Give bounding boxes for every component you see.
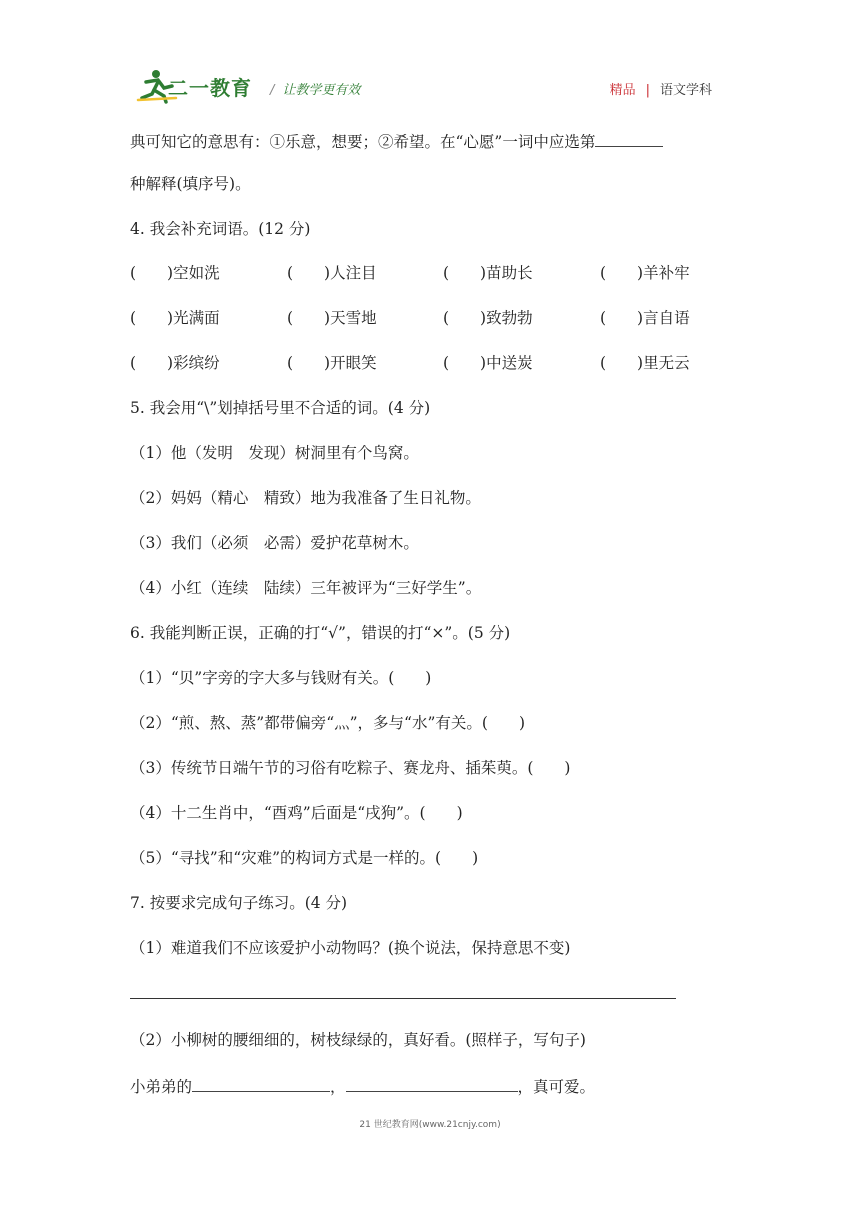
q6-item[interactable]: （5）“寻找”和“灾难”的构词方式是一样的。( ) (130, 849, 479, 867)
q4-idiom[interactable]: ( )致勃勃 (443, 309, 533, 327)
q4-title: 4. 我会补充词语。(12 分) (130, 220, 311, 238)
q5-item[interactable]: （4）小红（连续 陆续）三年被评为“三好学生”。 (130, 579, 482, 597)
subject-label: 语文学科 (659, 83, 712, 98)
q4-idiom[interactable]: ( )光满面 (130, 309, 220, 327)
tag-divider: | (645, 83, 650, 98)
subject-tag (610, 79, 712, 98)
q6-item[interactable]: （4）十二生肖中，“酉鸡”后面是“戌狗”。( ) (130, 804, 463, 822)
q5-item[interactable]: （3）我们（必须 必需）爱护花草树木。 (130, 534, 419, 552)
q7-fill-blank-1[interactable] (192, 1075, 330, 1092)
q7-item2: （2）小柳树的腰细细的，树枝绿绿的，真好看。(照样子，写句子) (130, 1031, 586, 1049)
q4-idiom[interactable]: ( )开眼笑 (287, 354, 377, 372)
q7-fill-line (130, 1075, 595, 1097)
quality-tag: 精品 (609, 83, 636, 98)
slogan-text: 让教学更有效 (282, 83, 361, 98)
q4-idiom[interactable]: ( )天雪地 (287, 309, 377, 327)
q4-idiom[interactable]: ( )里无云 (600, 354, 690, 372)
q4-idiom[interactable]: ( )中送炭 (443, 354, 533, 372)
slogan-divider: / (270, 83, 275, 98)
q4-idiom[interactable]: ( )羊补牢 (600, 264, 690, 282)
q7-fill-prefix: 小弟弟的 (130, 1078, 193, 1096)
q4-idiom[interactable]: ( )苗助长 (443, 264, 533, 282)
q5-title: 5. 我会用“\”划掉括号里不合适的词。(4 分) (130, 399, 431, 417)
page-header (130, 66, 730, 110)
logo-text: 二一教育 (168, 76, 252, 100)
q4-idiom[interactable]: ( )空如洗 (130, 264, 220, 282)
q3-answer-blank[interactable] (595, 130, 663, 147)
q4-idiom[interactable]: ( )彩缤纷 (130, 354, 220, 372)
q7-fill-comma: ， (330, 1078, 346, 1096)
q4-idiom[interactable]: ( )人注目 (287, 264, 377, 282)
q6-item[interactable]: （1）“贝”字旁的字大多与钱财有关。( ) (130, 669, 432, 687)
q4-idiom[interactable]: ( )言自语 (600, 309, 690, 327)
q7-fill-suffix: ，真可爱。 (517, 1078, 596, 1096)
q7-item1-answer-line[interactable] (130, 998, 676, 999)
q7-title: 7. 按要求完成句子练习。(4 分) (130, 894, 348, 912)
q3-line2: 种解释(填序号)。 (130, 175, 251, 193)
q7-fill-blank-2[interactable] (346, 1075, 518, 1092)
q3-line1-text: 典可知它的意思有：①乐意，想要；②希望。在“心愿”一词中应选第 (130, 133, 596, 151)
q5-item[interactable]: （1）他（发明 发现）树洞里有个鸟窝。 (130, 444, 419, 462)
q6-title: 6. 我能判断正误，正确的打“√”，错误的打“×”。(5 分) (130, 624, 511, 642)
q6-item[interactable]: （2）“煎、熬、蒸”都带偏旁“灬”，多与“水”有关。( ) (130, 714, 526, 732)
q6-item[interactable]: （3）传统节日端午节的习俗有吃粽子、赛龙舟、插茱萸。( ) (130, 759, 571, 777)
q3-line1 (130, 130, 663, 152)
q7-item1: （1）难道我们不应该爱护小动物吗？(换个说法，保持意思不变) (130, 939, 571, 957)
slogan (270, 79, 360, 98)
q5-item[interactable]: （2）妈妈（精心 精致）地为我准备了生日礼物。 (130, 489, 481, 507)
page-footer: 21 世纪教育网(www.21cnjy.com) (359, 1120, 501, 1130)
